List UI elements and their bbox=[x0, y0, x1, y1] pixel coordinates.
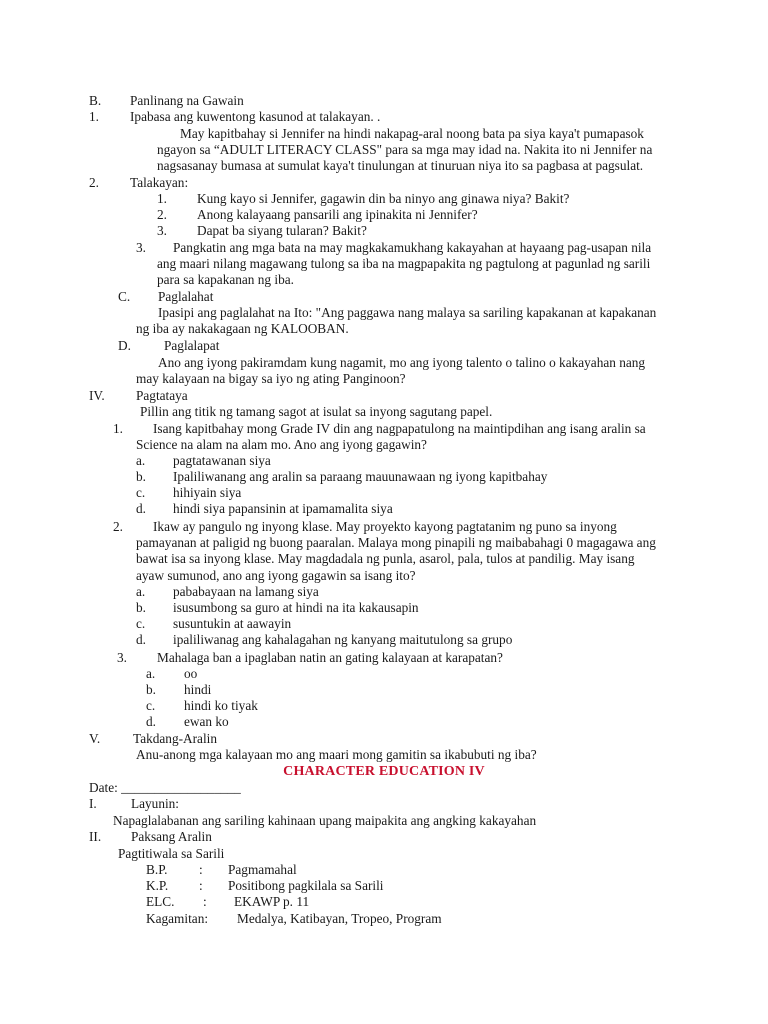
discussion-q1: Kung kayo si Jennifer, gagawin din ba ninyo ang ginawa niya? Bakit? bbox=[197, 191, 570, 206]
discussion-q3: Dapat ba siyang tularan? Bakit? bbox=[197, 223, 367, 238]
test-q3-choice-b-letter: b. bbox=[146, 682, 156, 697]
test-q2-line-3: bawat isa sa inyong klase. May magdadala ng punla, asarol, pala, tulos at pandilig. May isang bbox=[136, 551, 635, 566]
section-v-text: Anu-anong mga kalayaan mo ang maari mong gamitin sa ikabubuti ng iba? bbox=[136, 747, 537, 762]
test-q1-choice-d-letter: d. bbox=[136, 501, 146, 516]
test-q3-choice-d: ewan ko bbox=[184, 714, 229, 729]
section-ii-number: II. bbox=[89, 829, 102, 844]
section-ii-heading: Paksang Aralin bbox=[131, 829, 212, 844]
test-q2-choice-d: ipaliliwanag ang kahalagahan ng kanyang maitutulong sa grupo bbox=[173, 632, 513, 647]
date-label: Date: __________________ bbox=[89, 780, 241, 795]
test-q3-number: 3. bbox=[117, 650, 127, 665]
item-2-text: Talakayan: bbox=[130, 175, 189, 190]
discussion-q3-number: 3. bbox=[157, 223, 167, 238]
section-d-letter: D. bbox=[118, 338, 131, 353]
test-q3-choice-d-letter: d. bbox=[146, 714, 156, 729]
test-q2-choice-d-letter: d. bbox=[136, 632, 146, 647]
discussion-q2: Anong kalayaang pansarili ang ipinakita ni Jennifer? bbox=[197, 207, 478, 222]
test-q2-line-1: Ikaw ay pangulo ng inyong klase. May proyekto kayong pagtatanim ng puno sa inyong bbox=[153, 519, 617, 534]
test-q3-choice-a: oo bbox=[184, 666, 198, 681]
test-q2-choice-b: isusumbong sa guro at hindi na ita kakausapin bbox=[173, 600, 419, 615]
test-q1-choice-b-letter: b. bbox=[136, 469, 146, 484]
item-3-line-3: para sa kapakanan ng iba. bbox=[157, 272, 294, 287]
section-b-letter: B. bbox=[89, 93, 102, 108]
discussion-q2-number: 2. bbox=[157, 207, 167, 222]
elc-colon: : bbox=[203, 894, 207, 909]
test-q1-choice-a: pagtatawanan siya bbox=[173, 453, 271, 468]
item-2-number: 2. bbox=[89, 175, 99, 190]
test-q2-choice-a-letter: a. bbox=[136, 584, 146, 599]
section-iv-number: IV. bbox=[89, 388, 105, 403]
item-1-number: 1. bbox=[89, 109, 99, 124]
test-q1-choice-a-letter: a. bbox=[136, 453, 146, 468]
section-b-heading: Panlinang na Gawain bbox=[130, 93, 244, 108]
test-q1-number: 1. bbox=[113, 421, 123, 436]
section-iv-instruction: Pillin ang titik ng tamang sagot at isulat sa inyong sagutang papel. bbox=[140, 404, 493, 419]
section-c-line-2: ng iba ay nakakagaan ng KALOOBAN. bbox=[136, 321, 349, 336]
section-i-heading: Layunin: bbox=[131, 796, 180, 811]
test-q3: Mahalaga ban a ipaglaban natin an gating kalayaan at karapatan? bbox=[157, 650, 503, 665]
test-q1-choice-d: hindi siya papansinin at ipamamalita siya bbox=[173, 501, 393, 516]
section-i-number: I. bbox=[89, 796, 97, 811]
kp-colon: : bbox=[199, 878, 203, 893]
test-q1-line-1: Isang kapitbahay mong Grade IV din ang nagpapatulong na maintipdihan ang isang aralin sa bbox=[153, 421, 646, 436]
kp-label: K.P. bbox=[146, 878, 169, 893]
test-q3-choice-a-letter: a. bbox=[146, 666, 156, 681]
objective-text: Napaglalabanan ang sariling kahinaan upang maipakita ang angking kakayahan bbox=[113, 813, 537, 828]
kagamitan-value: Medalya, Katibayan, Tropeo, Program bbox=[237, 911, 442, 926]
item-3-number: 3. bbox=[136, 240, 146, 255]
bp-label: B.P. bbox=[146, 862, 168, 877]
item-1-text: Ipabasa ang kuwentong kasunod at talakayan. . bbox=[130, 109, 381, 124]
section-d-line-2: may kalayaan na bigay sa iyo ng ating Panginoon? bbox=[136, 371, 406, 386]
kagamitan-label: Kagamitan: bbox=[146, 911, 209, 926]
story-line-1: May kapitbahay si Jennifer na hindi nakapag-aral noong bata pa siya kaya't pumapasok bbox=[180, 126, 644, 141]
elc-value: EKAWP p. 11 bbox=[234, 894, 310, 909]
test-q1-choice-c-letter: c. bbox=[136, 485, 146, 500]
section-d-heading: Paglalapat bbox=[164, 338, 220, 353]
topic-text: Pagtitiwala sa Sarili bbox=[118, 846, 225, 861]
section-d-line-1: Ano ang iyong pakiramdam kung nagamit, mo ang iyong talento o talino o kakayahan nang bbox=[158, 355, 646, 370]
test-q3-choice-c: hindi ko tiyak bbox=[184, 698, 258, 713]
test-q1-choice-b: Ipaliliwanang ang aralin sa paraang mauunawaan ng iyong kapitbahay bbox=[173, 469, 548, 484]
story-line-2: ngayon sa “ADULT LITERACY CLASS" para sa mga may idad na. Nakita ito ni Jennifer na bbox=[157, 142, 653, 157]
document-title: CHARACTER EDUCATION IV bbox=[283, 764, 485, 779]
bp-value: Pagmamahal bbox=[228, 862, 297, 877]
test-q2-line-4: ayaw sumunod, ano ang iyong gagawin sa isang ito? bbox=[136, 568, 416, 583]
test-q2-choice-b-letter: b. bbox=[136, 600, 146, 615]
test-q2-number: 2. bbox=[113, 519, 123, 534]
story-line-3: nagsasanay bumasa at sumulat kaya't tinulungan at tinuruan niya ito sa pagbasa at pagsulat. bbox=[157, 158, 644, 173]
test-q2-choice-c-letter: c. bbox=[136, 616, 146, 631]
discussion-q1-number: 1. bbox=[157, 191, 167, 206]
section-v-heading: Takdang-Aralin bbox=[133, 731, 217, 746]
test-q3-choice-c-letter: c. bbox=[146, 698, 156, 713]
test-q3-choice-b: hindi bbox=[184, 682, 212, 697]
item-3-line-2: ang maari nilang magawang tulong sa iba na magpapakita ng pagtulong at pagunlad ng sarili bbox=[157, 256, 651, 271]
item-3-line-1: Pangkatin ang mga bata na may magkakamukhang kakayahan at hayaang pag-usapan nila bbox=[173, 240, 652, 255]
bp-colon: : bbox=[199, 862, 203, 877]
test-q1-line-2: Science na alam na alam mo. Ano ang iyong gagawin? bbox=[136, 437, 427, 452]
test-q1-choice-c: hihiyain siya bbox=[173, 485, 242, 500]
test-q2-choice-a: pababayaan na lamang siya bbox=[173, 584, 319, 599]
test-q2-line-2: pamayanan at paligid ng buong paaralan. Malaya mong pinapili ng maibabahagi 0 magagawa ang bbox=[136, 535, 656, 550]
elc-label: ELC. bbox=[146, 894, 175, 909]
section-c-letter: C. bbox=[118, 289, 131, 304]
section-c-line-1: Ipasipi ang paglalahat na Ito: "Ang paggawa nang malaya sa sariling kapakanan at kapakanan bbox=[158, 305, 657, 320]
kp-value: Positibong pagkilala sa Sarili bbox=[228, 878, 384, 893]
section-iv-heading: Pagtataya bbox=[136, 388, 188, 403]
section-v-number: V. bbox=[89, 731, 101, 746]
section-c-heading: Paglalahat bbox=[158, 289, 214, 304]
test-q2-choice-c: susuntukin at aawayin bbox=[173, 616, 292, 631]
